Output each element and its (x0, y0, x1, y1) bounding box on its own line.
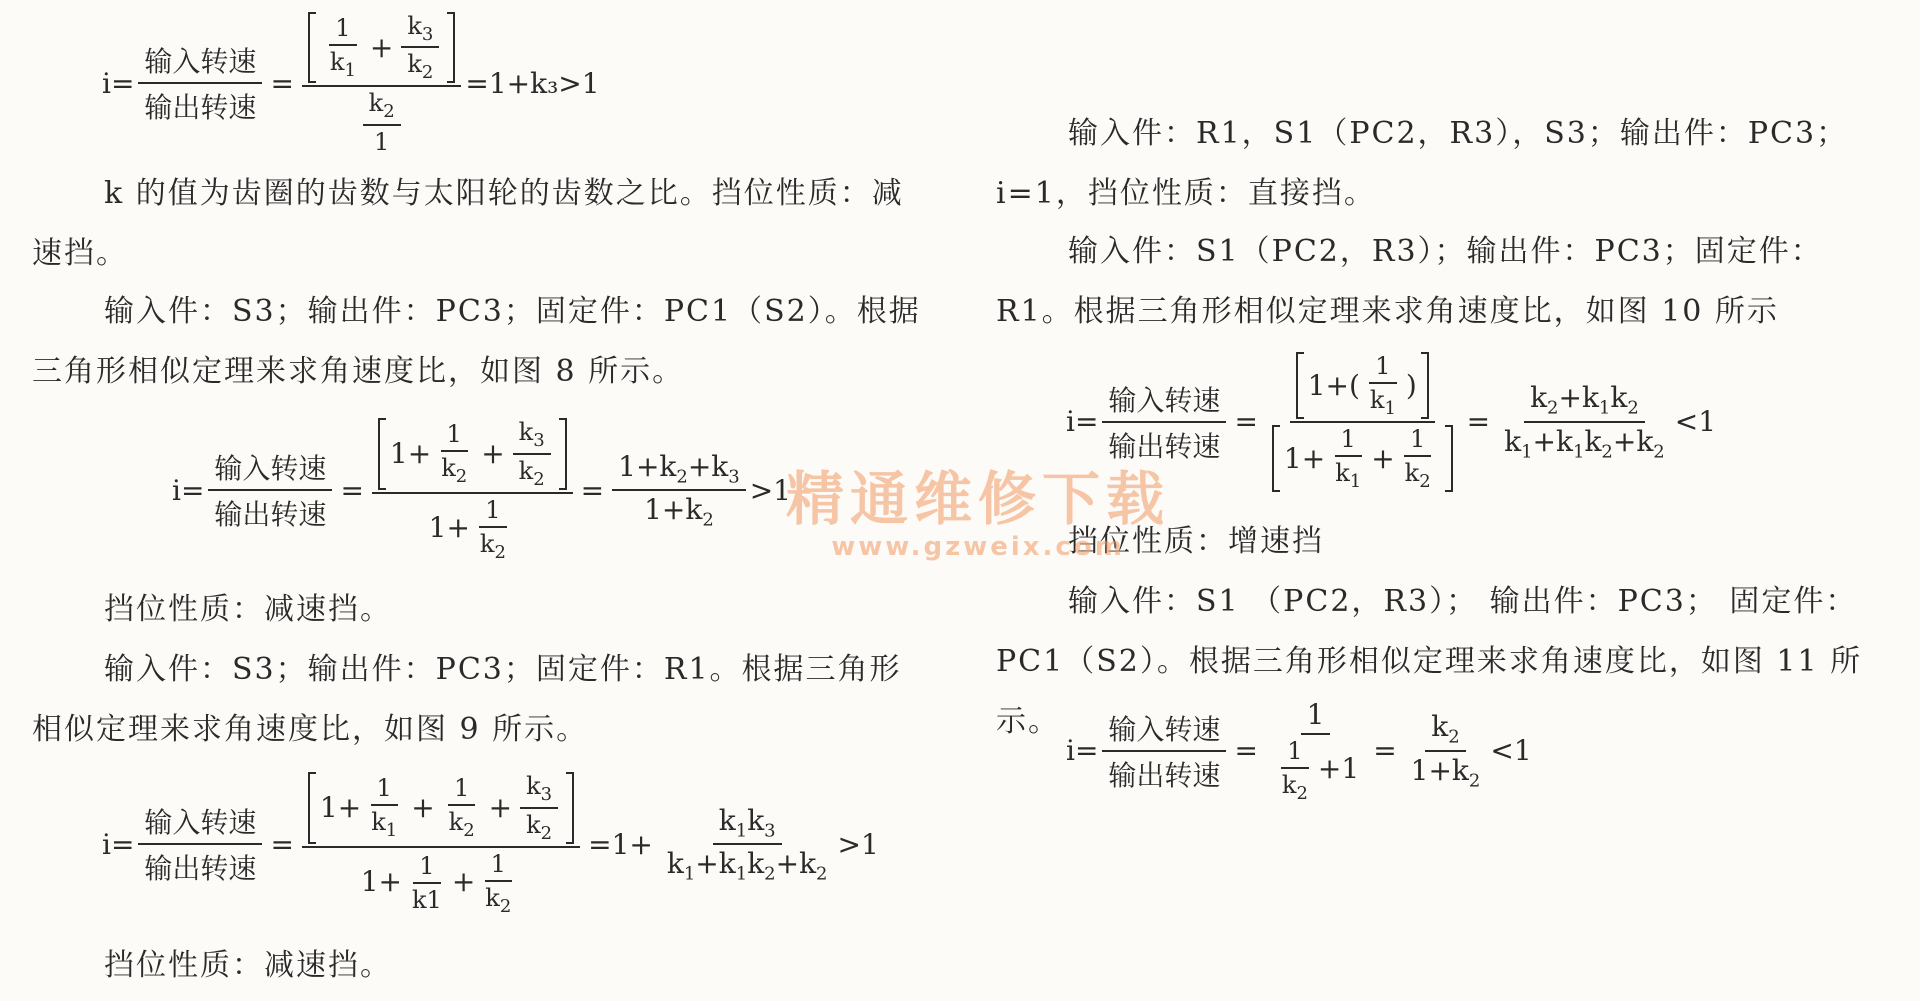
formula-1-main-fraction: $\frac{1}{k_1}$ + $\frac{k_3}{k_2}$ $\frac{k_2}{1}$ (302, 10, 461, 156)
formula-5-result: <1 (1490, 734, 1532, 768)
paragraph-fig8: 输入件：S3；输出件：PC3；固定件：PC1（S2）。根据三角形相似定理来求角速度比，如图 8 所示。 (32, 294, 921, 389)
paragraph-gear-type-1: 挡位性质：减速挡。 (104, 592, 392, 627)
formula-2-simplified: $\frac{1+k_2+k_3}{1+k_2}$ (612, 450, 746, 531)
formula-3-main-fraction: 1+ $\frac{1}{k_1}$ + $\frac{1}{k_2}$ + $\frac{k_3}{k_2}$ 1+ $\frac{1}{k1}$ + $\frac{1}{k_2}$ (302, 772, 580, 916)
paragraph-fig11: 输入件：S1 （PC2，R3）； 输出件：PC3； 固定件：PC1（S2）。根据三角形相似定理来求角速度比，如图 11 所示。 (996, 584, 1863, 739)
paragraph-direct-gear: 输入件：R1，S1（PC2，R3），S3；输出件：PC3；i=1，挡位性质：直接挡。 (996, 116, 1849, 211)
formula-lhs: i= (1066, 734, 1099, 768)
formula-3-simplified: $\frac{k_1k_3}{k_1+k_1k_2+k_2}$ (666, 803, 828, 885)
formula-1: i= $\frac{\text{输入转速}}{\text{输出转速}}$ = $\frac{1}{k_1}$ + $\frac{k_3}{k_2}$ $\frac{k_2}{1}$ =1+k₃>1 (102, 11, 600, 156)
formula-1-result: =1+k₃>1 (465, 66, 600, 100)
paragraph-fig10: 输入件：S1（PC2，R3）；输出件：PC3；固定件：R1。根据三角形相似定理来求角速度比，如图 10 所示 (996, 234, 1823, 329)
speed-ratio-fraction: $\frac{\text{输入转速}}{\text{输出转速}}$ (138, 801, 262, 887)
formula-5-simplified: $\frac{k_2}{1+k_2}$ (1410, 710, 1481, 792)
speed-ratio-fraction: $\frac{\text{输入转速}}{\text{输出转速}}$ (1102, 379, 1226, 465)
formula-2-main-fraction: 1+ $\frac{1}{k_2}$ + $\frac{k_3}{k_2}$ 1+ $\frac{1}{k_2}$ (372, 418, 573, 562)
formula-5-main-fraction: 1 $\frac{1}{k_2}$ +1 (1281, 698, 1360, 804)
formula-4-main-fraction: 1+( $\frac{1}{k_1}$ ) 1+ $\frac{1}{k_1}$ + $\frac{1}{k_2}$ (1266, 352, 1459, 492)
paragraph-k-definition: k 的值为齿圈的齿数与太阳轮的齿数之比。挡位性质：减速挡。 (32, 176, 904, 271)
formula-3-result: >1 (837, 827, 879, 861)
speed-ratio-fraction: $\frac{\text{输入转速}}{\text{输出转速}}$ (1102, 708, 1226, 794)
formula-2: i= $\frac{\text{输入转速}}{\text{输出转速}}$ = 1+ $\frac{1}{k_2}$ + $\frac{k_3}{k_2}$ 1+ $\frac{1}{k_2}$ = $\frac{1+k_2+k_3}{1+k_2}$ >1 (172, 418, 791, 563)
formula-4-simplified: $\frac{k_2+k_1k_2}{k_1+k_1k_2+k_2}$ (1504, 381, 1665, 463)
formula-5: i= $\frac{\text{输入转速}}{\text{输出转速}}$ = 1 $\frac{1}{k_2}$ +1 = $\frac{k_2}{1+k_2}$ <1 (1066, 698, 1532, 804)
paragraph-fig9: 输入件：S3；输出件：PC3；固定件：R1。根据三角形相似定理来求角速度比，如图 9 所示。 (32, 652, 902, 747)
formula-lhs: i= (172, 473, 205, 507)
formula-2-result: >1 (749, 473, 791, 507)
speed-ratio-fraction: $\frac{\text{输入转速}}{\text{输出转速}}$ (208, 447, 332, 533)
watermark (786, 452, 1170, 562)
formula-lhs: i= (1066, 405, 1099, 439)
paragraph-overdrive: 挡位性质：增速挡 (1068, 524, 1324, 559)
formula-4: i= $\frac{\text{输入转速}}{\text{输出转速}}$ = 1+( $\frac{1}{k_1}$ ) 1+ $\frac{1}{k_1}$ + $\frac{1}{k_2}$ = $\frac{k_2+k_1k_2}{k_1+k_1k_2+k_2}$ <1 (1066, 352, 1717, 492)
formula-lhs: i= (102, 66, 135, 100)
formula-lhs: i= (102, 827, 135, 861)
watermark-url: www.gzweix.com (831, 532, 1125, 562)
watermark-title: 精通维修下载 (786, 465, 1171, 533)
formula-4-result: <1 (1674, 405, 1717, 439)
paragraph-gear-type-2: 挡位性质：减速挡。 (104, 948, 392, 983)
speed-ratio-fraction: $\frac{\text{输入转速}}{\text{输出转速}}$ (138, 40, 262, 126)
formula-3: i= $\frac{\text{输入转速}}{\text{输出转速}}$ = 1+ $\frac{1}{k_1}$ + $\frac{1}{k_2}$ + $\frac{k_3}{k_2}$ 1+ $\frac{1}{k1}$ + $\frac{1}{k_2}$ =1+ $\frac{k_1k_3}{k_1+k_1k_2+k_2}$ >1 (102, 772, 879, 917)
